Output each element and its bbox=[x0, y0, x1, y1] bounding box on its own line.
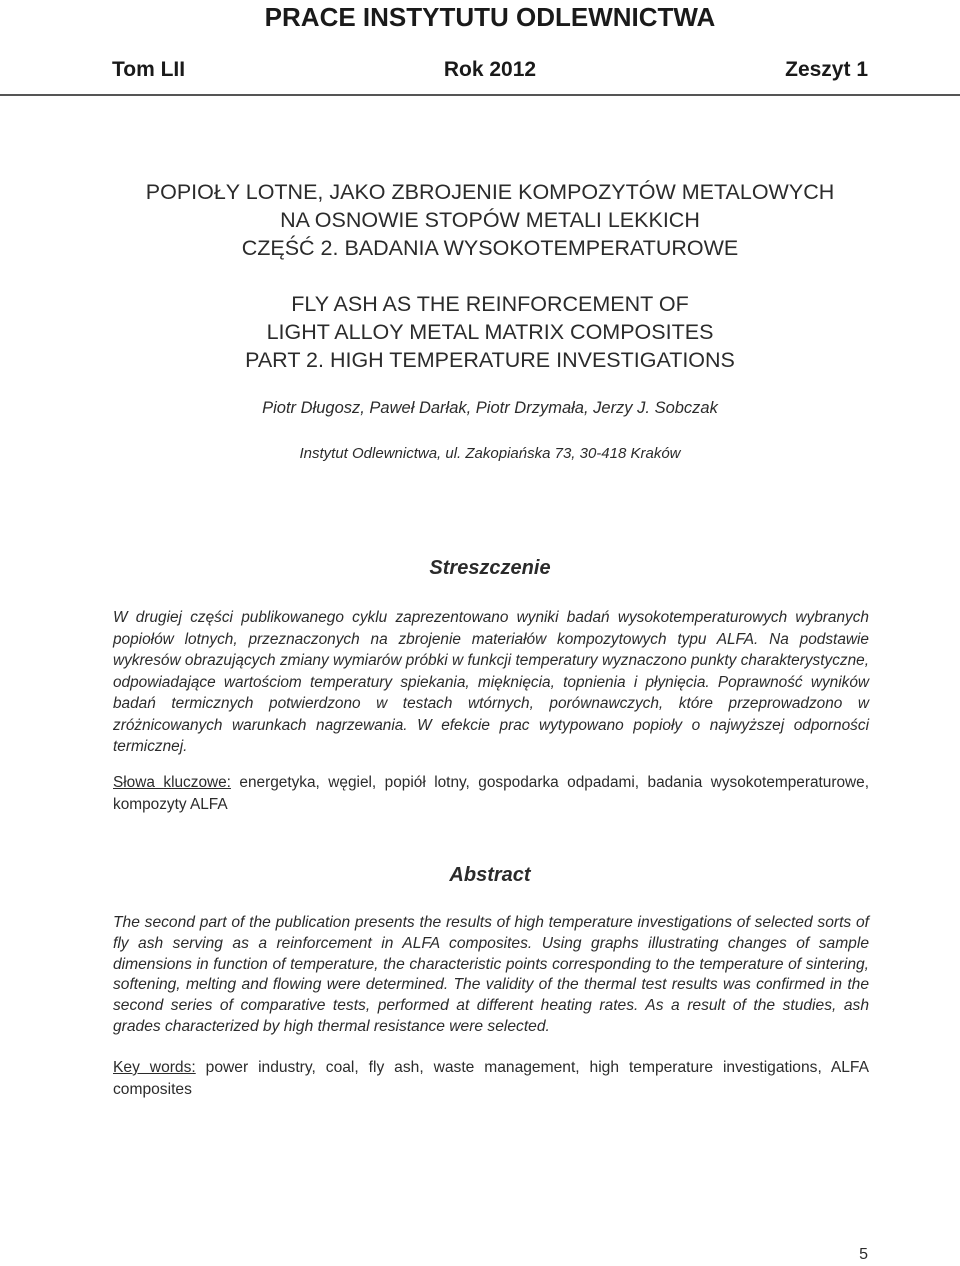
page-number: 5 bbox=[859, 1246, 868, 1263]
abstract-en-text: The second part of the publication presents the results of high temperature investigations of selected sorts of fly ash serving as a reinforcement in ALFA composites. Using graphs illustrating changes of sample dimensions in function of temperature, the characteristic points corresponding to the temperature of sintering, softening, melting and flowing were determined. The validity of the thermal test results was confirmed in the second series of comparative tests, performed at different heating rates. As a result of the studies, ash grades characterized by high thermal resistance were selected. bbox=[113, 914, 869, 1035]
journal-title: PRACE INSTYTUTU ODLEWNICTWA bbox=[264, 2, 716, 32]
year-label: Rok 2012 bbox=[443, 58, 537, 81]
keywords-pl-list: energetyka, węgiel, popiół lotny, gospodarka odpadami, badania wysokotemperaturowe, kompozyty ALFA bbox=[113, 774, 869, 813]
keywords-pl bbox=[113, 772, 869, 815]
keywords-en-label: Key words: bbox=[113, 1059, 196, 1076]
title-pl-line: NA OSNOWIE STOPÓW METALI LEKKICH bbox=[280, 208, 700, 232]
title-en-line: FLY ASH AS THE REINFORCEMENT OF bbox=[291, 292, 689, 316]
abstract-pl-text: W drugiej części publikowanego cyklu zaprezentowano wyniki badań wysokotemperaturowych wybranych popiołów lotnych, przeznaczonych na zbrojenie materiałów kompozytowych typu ALFA. Na podstawie wykresów obrazujących zmiany wymiarów próbki w funkcji temperatury wyznaczono punkty charakterystyczne, odpowiadające wartościom temperatury spiekania, mięknięcia, topnienia i płynięcia. Poprawność wyników badań termicznych potwierdzono w testach wtórnych, porównawczych, które przeprowadzono w zróżnicowanych warunkach nagrzewania. W efekcie prac wytypowano popioły o najwyższej odporności termicznej. bbox=[113, 609, 869, 755]
title-english bbox=[0, 290, 960, 374]
authors: Piotr Długosz, Paweł Darłak, Piotr Drzymała, Jerzy J. Sobczak bbox=[262, 399, 718, 417]
affiliation: Instytut Odlewnictwa, ul. Zakopiańska 73, 30-418 Kraków bbox=[299, 445, 681, 462]
keywords-en-list: power industry, coal, fly ash, waste management, high temperature investigations, ALFA composites bbox=[113, 1059, 869, 1098]
title-polish bbox=[0, 178, 960, 262]
issue-info bbox=[0, 58, 960, 88]
title-en-line: LIGHT ALLOY METAL MATRIX COMPOSITES bbox=[266, 320, 714, 344]
header-divider bbox=[0, 94, 960, 96]
keywords-en bbox=[113, 1057, 869, 1100]
issue-label: Zeszyt 1 bbox=[785, 58, 868, 81]
title-pl-line: CZĘŚĆ 2. BADANIA WYSOKOTEMPERATUROWE bbox=[241, 236, 739, 260]
abstract-en-heading: Abstract bbox=[449, 864, 531, 886]
title-en-line: PART 2. HIGH TEMPERATURE INVESTIGATIONS bbox=[245, 348, 735, 372]
abstract-pl-heading: Streszczenie bbox=[429, 557, 551, 579]
title-pl-line: POPIOŁY LOTNE, JAKO ZBROJENIE KOMPOZYTÓW METALOWYCH bbox=[145, 180, 835, 204]
keywords-pl-label: Słowa kluczowe: bbox=[113, 774, 231, 791]
volume-label: Tom LII bbox=[112, 58, 186, 81]
